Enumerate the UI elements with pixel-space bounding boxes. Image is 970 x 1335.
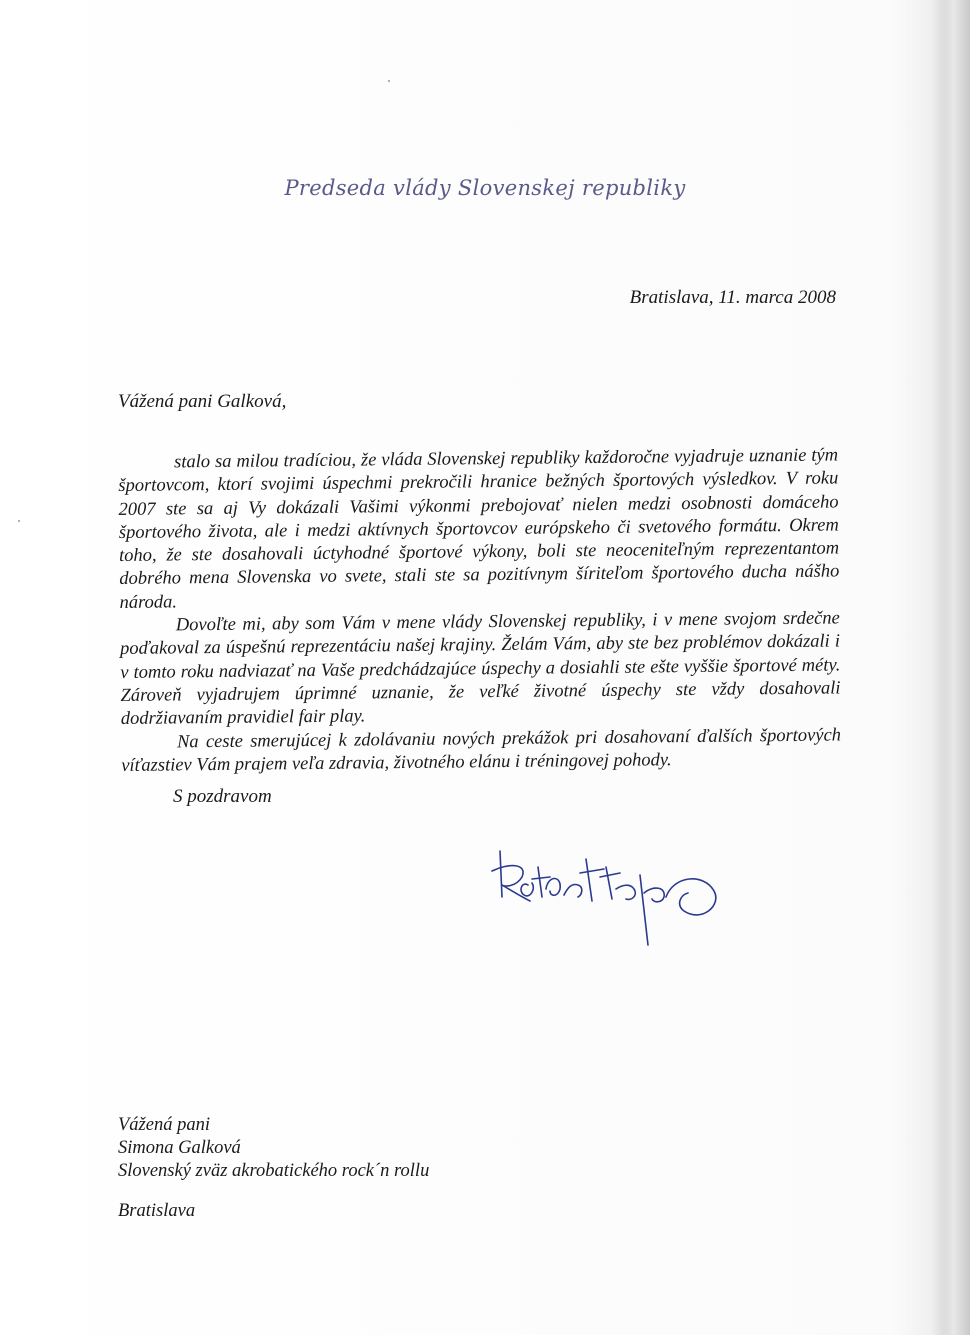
recipient-greeting: Vážená pani	[118, 1115, 210, 1135]
body-paragraph: Na ceste smerujúcej k zdolávaniu nových prekážok pri dosahovaní ďalších športových víťazstiev Vám prajem veľa zdravia, životného elánu i tréningovej pohody.	[121, 725, 842, 776]
letter-body	[118, 444, 841, 778]
closing: S pozdravom	[173, 786, 272, 807]
recipient-address	[118, 1114, 429, 1183]
body-paragraph: stalo sa milou tradíciou, že vláda Slovenskej republiky každoročne vyjadruje uznanie tým športovcom, ktorí svojimi úspechmi prekročili hranice bežných športových výsledkov. V roku 2007 ste sa aj Vy dokázali Vašimi výkonmi prebojovať nielen medzi osobnosti domáceho športového života, ale i medzi aktívnych športovcov európskeho či svetového formátu. Okrem toho, že ste dosahovali úctyhodné športové výkony, boli ste neoceniteľným reprezentantom dobrého mena Slovenska vo svete, stali ste sa pozitívnym šíriteľom športového ducha nášho národa.	[118, 445, 840, 613]
body-paragraph: Dovoľte mi, aby som Vám v mene vlády Slovenskej republiky, i v mene svojom srdečne poďakoval za úspešnú reprezentáciu našej krajiny. Želám Vám, aby ste bez problémov dokázali i v tomto roku nadviazať na Vaše predchádzajúce úspechy a dosiahli ste ešte vyššie športové méty. Zároveň vyjadrujem úprimné uznanie, že veľké životné úspechy ste vždy dosahovali dodržiavaním pravidiel fair play.	[119, 608, 841, 730]
scan-speck	[388, 80, 390, 82]
page-edge-shadow	[942, 0, 970, 1335]
letterhead: Predseda vlády Slovenskej republiky	[284, 176, 686, 200]
salutation: Vážená pani Galková,	[118, 391, 287, 412]
recipient-name: Simona Galková	[118, 1138, 241, 1158]
recipient-organization: Slovenský zväz akrobatického rock´n rollu	[118, 1161, 430, 1181]
signature-strokes	[492, 851, 716, 945]
scan-speck	[18, 520, 20, 522]
letter-date: Bratislava, 11. marca 2008	[629, 287, 836, 308]
recipient-city: Bratislava	[118, 1201, 196, 1221]
signature-icon	[488, 845, 728, 955]
